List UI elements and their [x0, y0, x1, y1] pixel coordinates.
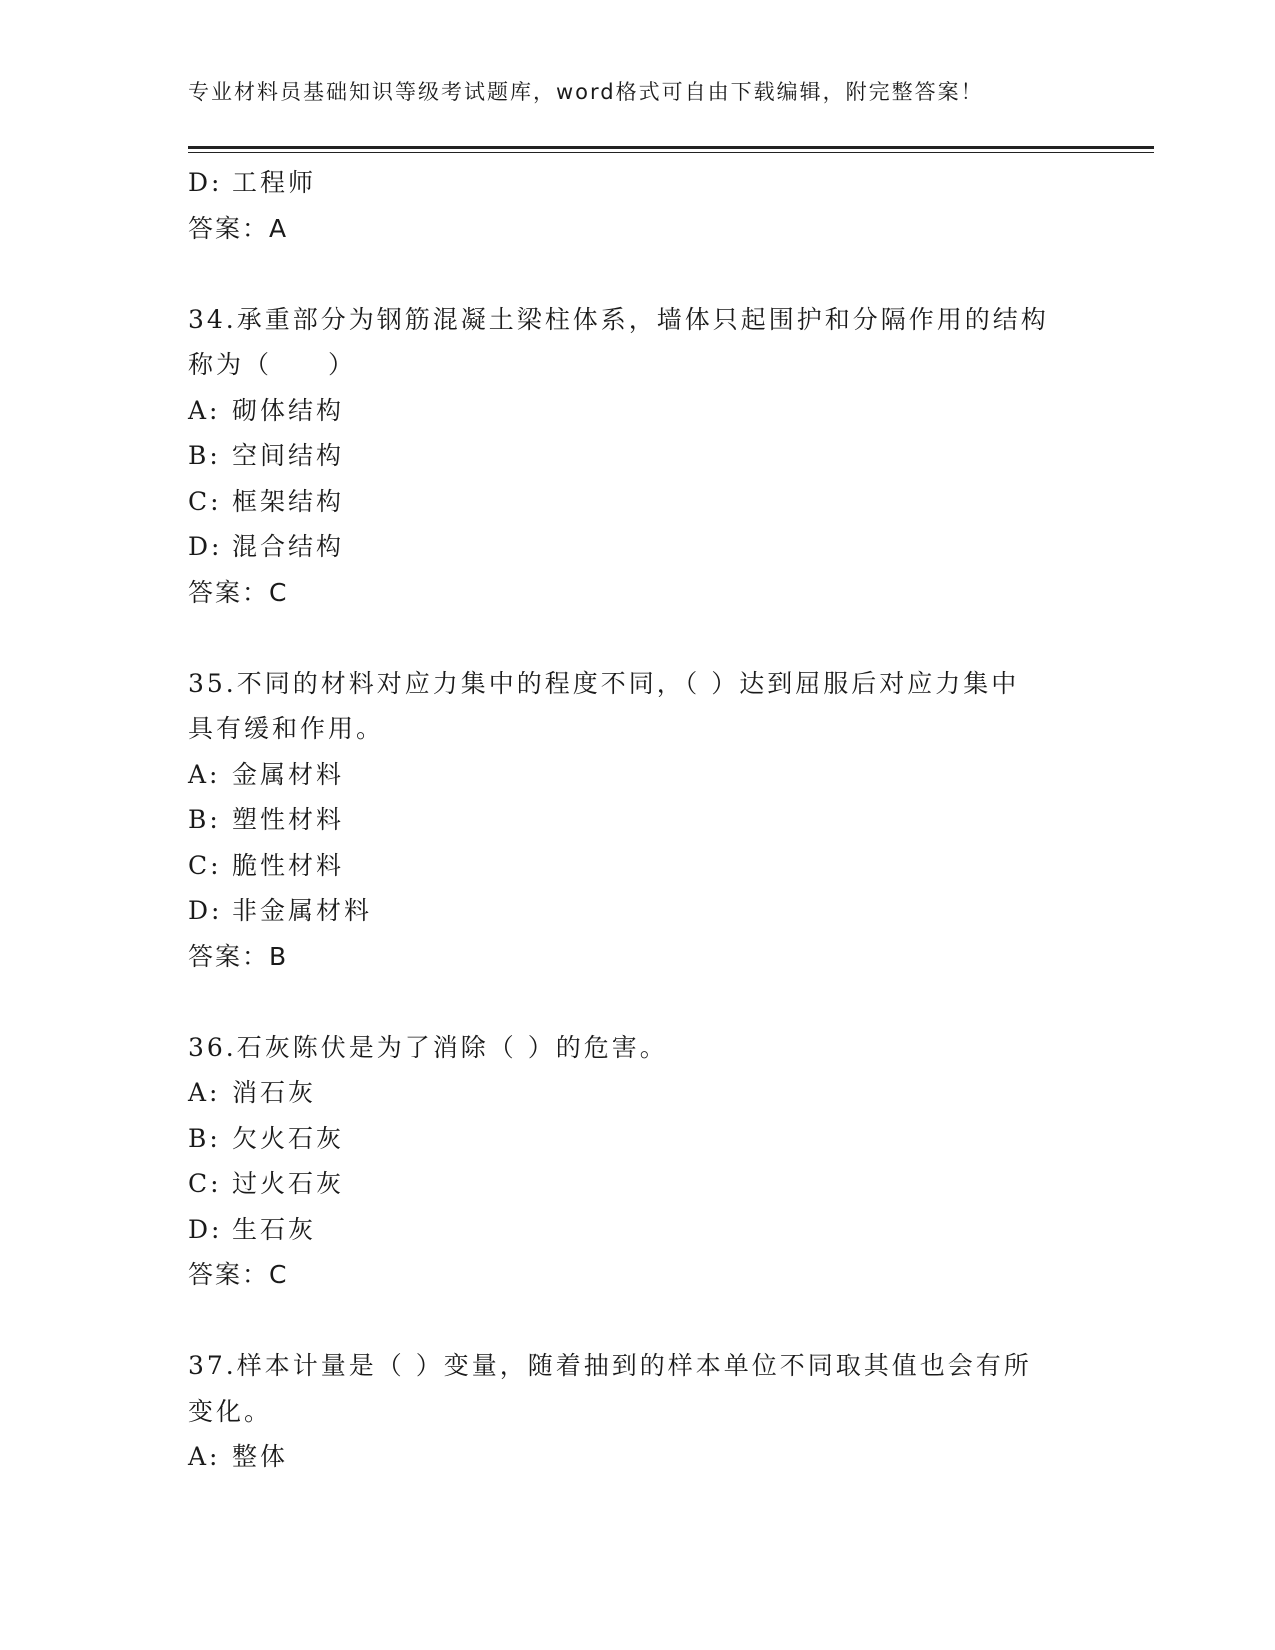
spacer — [188, 1298, 1088, 1344]
option-text: 欠火石灰 — [232, 1123, 345, 1153]
option-text: 脆性材料 — [232, 850, 345, 880]
answer-line: 答案：A — [188, 213, 289, 243]
question-stem: 37.样本计量是（ ）变量，随着抽到的样本单位不同取其值也会有所 — [188, 1351, 1032, 1380]
option-letter: A: — [188, 395, 221, 425]
option-letter: C: — [188, 1169, 222, 1198]
option-text: 消石灰 — [232, 1078, 317, 1107]
option-text: 塑性材料 — [232, 805, 345, 834]
question-stem: 具有缓和作用。 — [188, 714, 385, 743]
spacer — [188, 979, 1088, 1025]
question-35 — [188, 661, 1088, 1025]
option-letter: A: — [188, 759, 221, 789]
option-letter: B: — [188, 1123, 221, 1153]
option-text: 非金属材料 — [232, 896, 373, 925]
question-stem: 变化。 — [188, 1396, 273, 1426]
option-d — [188, 524, 1088, 570]
answer-line: 答案：B — [188, 941, 289, 971]
answer-line: 答案：C — [188, 577, 289, 607]
option-text: 框架结构 — [232, 486, 345, 516]
option-text: 整体 — [232, 1442, 289, 1471]
question-stem: 36.石灰陈伏是为了消除（ ）的危害。 — [188, 1032, 668, 1062]
option-letter: C: — [188, 486, 222, 516]
question-34 — [188, 297, 1088, 661]
option-text: 金属材料 — [232, 759, 345, 789]
option-a — [188, 1070, 1088, 1116]
option-a — [188, 388, 1088, 434]
page-header: 专业材料员基础知识等级考试题库，word格式可自由下载编辑，附完整答案！ — [188, 80, 984, 104]
option-b — [188, 797, 1088, 843]
question-stem: 34.承重部分为钢筋混凝土梁柱体系，墙体只起围护和分隔作用的结构 — [188, 304, 1049, 334]
option-letter: D: — [188, 168, 223, 197]
option-d — [188, 888, 1088, 934]
option-c — [188, 479, 1088, 525]
option-text: 过火石灰 — [232, 1169, 345, 1198]
option-letter: A: — [188, 1078, 221, 1107]
spacer — [188, 251, 1088, 297]
option-a — [188, 1434, 1088, 1480]
option-c — [188, 843, 1088, 889]
option-text: 空间结构 — [232, 441, 345, 470]
option-letter: C: — [188, 850, 222, 880]
option-letter: D: — [188, 896, 223, 925]
question-36 — [188, 1025, 1088, 1344]
option-b — [188, 1116, 1088, 1162]
question-stem: 35.不同的材料对应力集中的程度不同，（ ）达到屈服后对应力集中 — [188, 668, 1020, 698]
option-a — [188, 752, 1088, 798]
option-letter: B: — [188, 805, 221, 834]
question-content — [188, 160, 1088, 1480]
option-letter: B: — [188, 441, 221, 470]
question-stem: 称为（ ） — [188, 350, 357, 379]
option-d — [188, 1207, 1088, 1253]
option-text: 砌体结构 — [232, 395, 345, 425]
option-text: 混合结构 — [232, 532, 345, 561]
option-d — [188, 160, 1088, 206]
header-divider — [188, 146, 1154, 153]
option-letter: D: — [188, 1214, 223, 1244]
option-text: 生石灰 — [232, 1214, 317, 1244]
answer-line: 答案：C — [188, 1260, 289, 1289]
option-text: 工程师 — [232, 168, 317, 197]
spacer — [188, 615, 1088, 661]
option-letter: A: — [188, 1442, 221, 1471]
option-letter: D: — [188, 532, 223, 561]
question-37 — [188, 1343, 1088, 1480]
option-b — [188, 433, 1088, 479]
option-c — [188, 1161, 1088, 1207]
